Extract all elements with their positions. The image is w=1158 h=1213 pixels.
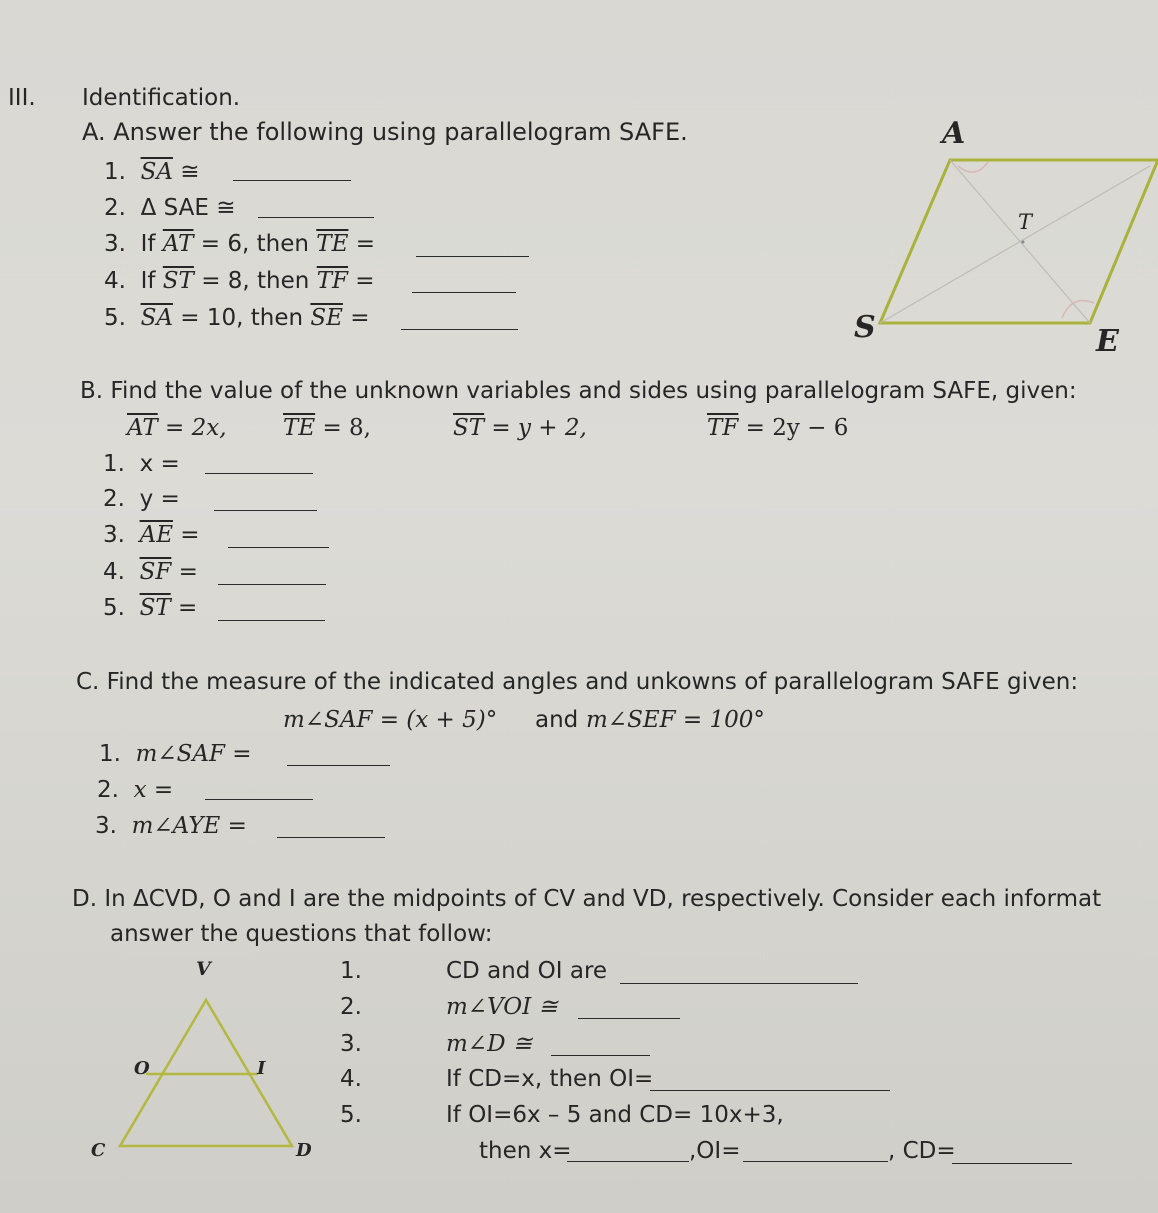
answer-blank[interactable] [578,1018,680,1019]
part-a-item-4: 4. If $\overline{ST} = 8$, then $\overline{TF}$ = [104,268,375,294]
given-tf: $\overline{TF} = 2y - 6$ [707,415,849,441]
point-label-o: O [134,1058,150,1079]
part-c-item-2: 2. x = [97,777,174,803]
answer-blank[interactable] [277,837,385,838]
vertex-label-e: E [1096,324,1119,359]
oi-label: ,OI= [689,1138,741,1164]
answer-blank[interactable] [650,1090,890,1091]
section-number: III. [8,85,36,111]
answer-blank[interactable] [743,1161,888,1162]
part-b-item-2: 2. y = [103,486,180,512]
answer-blank[interactable] [567,1161,689,1162]
cd-label: , CD= [888,1138,956,1164]
vertex-label-d: D [296,1140,312,1161]
answer-blank[interactable] [214,510,317,511]
given-and: and [535,707,579,733]
part-d-heading: D. In ΔCVD, O and I are the midpoints of CV and VD, respectively. Consider each informat [72,886,1102,912]
answer-blank[interactable] [416,256,529,257]
answer-blank[interactable] [401,329,518,330]
point-label-t: T [1018,210,1033,234]
part-d-item-number-1: 1. [340,958,362,984]
part-b-item-1: 1. x = [103,451,180,477]
vertex-label-c: C [91,1140,106,1161]
answer-blank[interactable] [205,799,313,800]
answer-blank[interactable] [952,1163,1072,1164]
then-x-label: then x= [479,1138,572,1164]
part-a-heading: A. Answer the following using parallelogram SAFE. [82,118,688,146]
part-a-item-3: 3. If $\overline{AT} = 6$, then $\overline{TE}$ = [104,231,376,257]
part-d-item-number-5: 5. [340,1102,362,1128]
part-d-item-text-4: If CD=x, then OI= [446,1066,654,1092]
parallelogram-safe-figure [850,118,1158,358]
part-c-heading: C. Find the measure of the indicated angles and unkowns of parallelogram SAFE given: [76,669,1079,695]
answer-blank[interactable] [551,1055,650,1056]
answer-blank[interactable] [233,180,351,181]
answer-blank[interactable] [228,547,329,548]
part-d-item-number-4: 4. [340,1066,362,1092]
part-c-item-1: 1. m∠SAF = [99,741,252,767]
part-a-item-1: 1. $\overline{SA}$ ≅ [104,159,200,185]
answer-blank[interactable] [287,765,390,766]
part-c-item-3: 3. m∠AYE = [95,813,247,839]
point-label-i: I [257,1058,266,1079]
part-d-item-text-2: m∠VOI ≅ [446,994,558,1020]
section-title: Identification. [82,85,241,111]
part-a-item-2: 2. Δ SAE ≅ [104,195,236,221]
part-b-heading: B. Find the value of the unknown variables and sides using parallelogram SAFE, given: [80,378,1077,404]
answer-blank[interactable] [218,584,326,585]
given-at: $\overline{AT} = 2x$, [127,415,227,441]
given-angle-sef: m∠SEF = 100° [586,707,765,733]
answer-blank[interactable] [620,983,858,984]
vertex-label-s: S [854,310,876,345]
given-st: $\overline{ST} = y + 2$, [453,415,587,441]
given-te: $\overline{TE} = 8$, [283,415,371,441]
part-b-item-5: 5. $\overline{ST}$ = [103,595,198,621]
part-b-item-4: 4. $\overline{SF}$ = [103,559,198,585]
vertex-label-a: A [942,116,966,151]
answer-blank[interactable] [412,292,516,293]
part-d-item-text-5: If OI=6x – 5 and CD= 10x+3, [446,1102,784,1128]
answer-blank[interactable] [218,620,325,621]
part-a-item-5: 5. $\overline{SA} = 10$, then $\overline{SE}$ = [104,305,370,331]
part-b-item-3: 3. $\overline{AE}$ = [103,522,200,548]
answer-blank[interactable] [205,473,313,474]
part-d-item-number-3: 3. [340,1031,362,1057]
vertex-label-v: V [196,958,211,980]
part-d-heading-line2: answer the questions that follow: [110,921,493,947]
given-angle-saf: m∠SAF = (x + 5)° [283,707,498,733]
part-d-item-text-1: CD and OI are [446,958,608,984]
part-d-item-number-2: 2. [340,994,362,1020]
part-d-item-text-3: m∠D ≅ [446,1031,533,1057]
answer-blank[interactable] [258,217,374,218]
